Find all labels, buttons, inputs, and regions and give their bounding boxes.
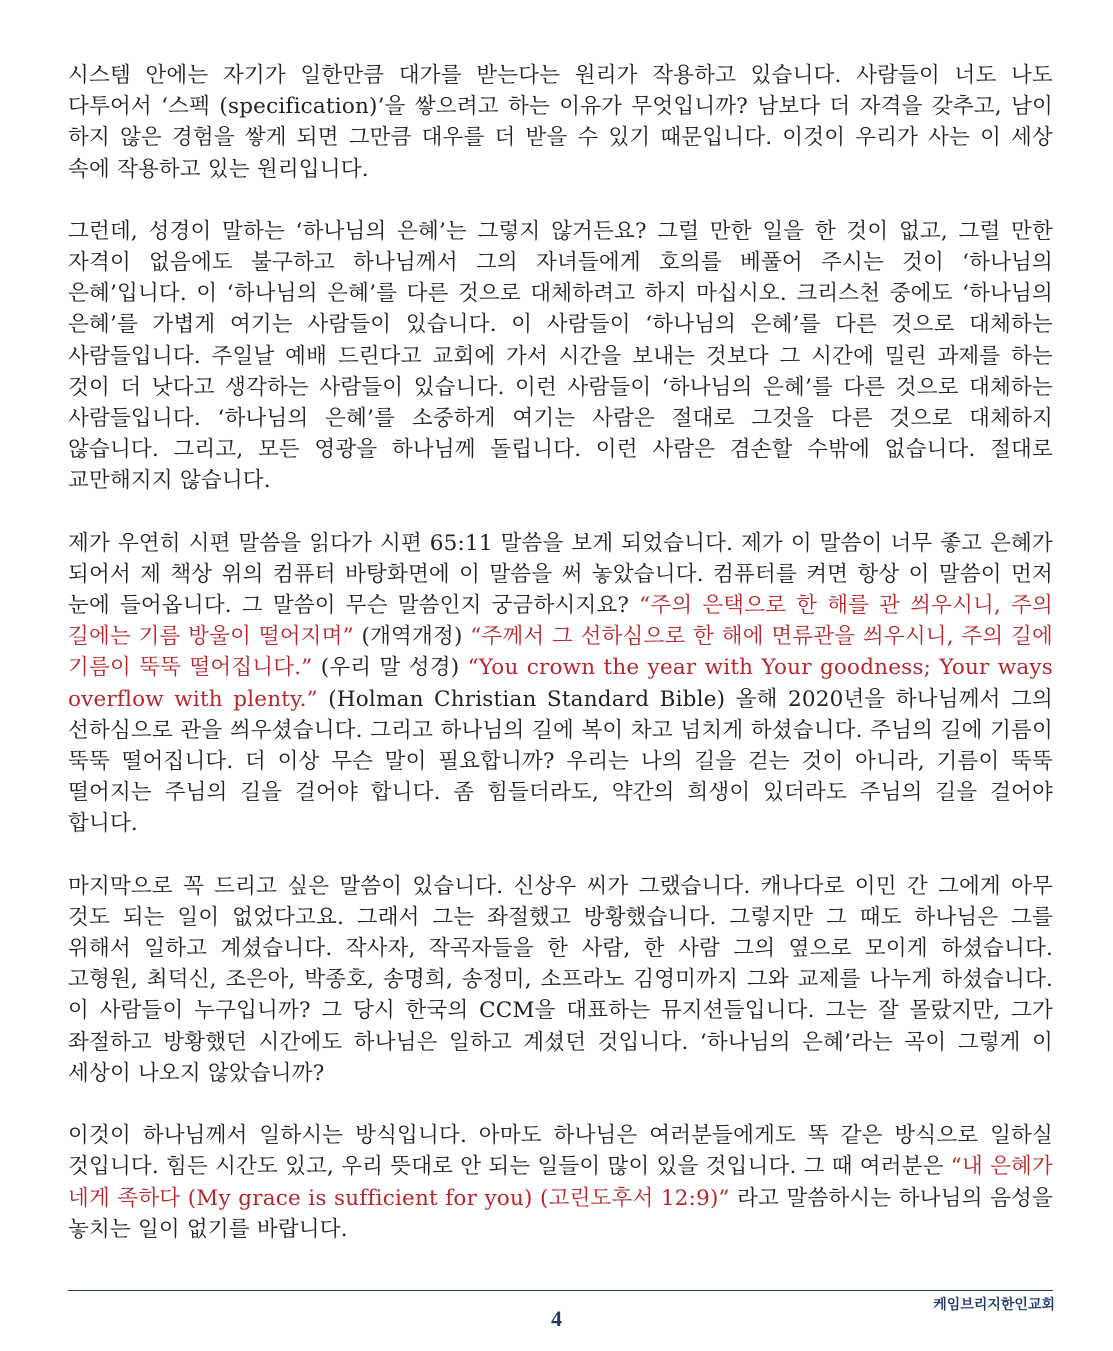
paragraph-1 [68,60,1053,185]
paragraph-5-continuation: 라고 말씀하시는 하나님의 음성을 놓치는 일이 없기를 바랍니다. [68,1185,1053,1242]
paragraph-2-text: 그런데, 성경이 말하는 ‘하나님의 은혜’는 그렇지 않거든요? 그럴 만한 일을 한 것이 없고, 그럴 만한 자격이 없음에도 불구하고 하나님께서 그의 자녀들에게 호의를 베풀어 주시는 것이 ‘하나님의 은혜’입니다. 이 ‘하나님의 은혜’를 다른 것으로 대체하려고 하지 마십시오. 크리스천 중에도 ‘하나님의 은혜’를 가볍게 여기는 사람들이 있습니다. 이 사람들이 ‘하나님의 은혜’를 다른 것으로 대체하는 사람들입니다. 주일날 예배 드린다고 교회에 가서 시간을 보내는 것보다 그 시간에 밀린 과제를 하는 것이 더 낫다고 생각하는 사람들이 있습니다. 이런 사람들이 ‘하나님의 은혜’를 다른 것으로 대체하는 사람들입니다. ‘하나님의 은혜’를 소중하게 여기는 사람은 절대로 그것을 다른 것으로 대체하지 않습니다. 그리고, 모든 영광을 하나님께 돌립니다. 이런 사람은 겸손할 수밖에 없습니다. 절대로 교만해지지 않습니다. [68,218,1053,494]
scripture-quote-korean-revised: “주의 은택으로 한 해를 관 씌우시니, 주의 길에는 기름 방울이 떨어지며” [68,593,1054,650]
page-number: 4 [551,1306,562,1331]
paragraph-4-text: 마지막으로 꼭 드리고 싶은 말씀이 있습니다. 신상우 씨가 그랬습니다. 캐나다로 이민 간 그에게 아무 것도 되는 일이 없었다고요. 그래서 그는 좌절했고 방황했습니다. 그렇지만 그 때도 하나님은 그를 위해서 일하고 계셨습니다. 작사자, 작곡자들을 한 사람, 한 사람 그의 옆으로 모이게 하셨습니다. 고형원, 최덕신, 조은아, 박종호, 송명희, 송정미, 소프라노 김영미까지 그와 교제를 나누게 하셨습니다. 이 사람들이 누구입니까? 그 당시 한국의 CCM을 대표하는 뮤지션들입니다. 그는 잘 몰랐지만, 그가 좌절하고 방황했던 시간에도 하나님은 일하고 계셨던 것입니다. ‘하나님의 은혜’라는 곡이 그렇게 이 세상이 나오지 않았습니까? [68,873,1053,1086]
paragraph-1-text: 시스템 안에는 자기가 일한만큼 대가를 받는다는 원리가 작용하고 있습니다. 사람들이 너도 나도 다투어서 ‘스펙 (specification)’을 쌓으려고 하는 이유가 무엇입니까? 남보다 더 자격을 갖추고, 남이 하지 않은 경험을 쌓게 되면 그만큼 대우를 더 받을 수 있기 때문입니다. 이것이 우리가 사는 이 세상 속에 작용하고 있는 원리입니다. [68,63,1053,182]
footer-divider [68,1290,1053,1291]
translation-label: (개역개정) [353,624,471,650]
paragraph-5-text: 이것이 하나님께서 일하시는 방식입니다. 아마도 하나님은 여러분들에게도 똑 같은 방식으로 일하실 것입니다. 힘든 시간도 있고, 우리 뜻대로 안 되는 일들이 많이 있을 것입니다. 그 때 여러분은 [68,1123,1053,1180]
paragraph-2 [68,216,1053,497]
paragraph-3-text: 제가 우연히 시편 말씀을 읽다가 시편 65:11 말씀을 보게 되었습니다. 제가 이 말씀이 너무 좋고 은혜가 되어서 제 책상 위의 컴퓨터 바탕화면에 이 말씀을 써 놓았습니다. 컴퓨터를 켜면 항상 이 말씀이 먼저 눈에 들어옵니다. 그 말씀이 무슨 말씀인지 궁금하시지요? [68,530,1053,619]
translation-label: (우리 말 성경) [312,655,468,681]
scripture-quote-woori-bible: “주께서 그 선하심으로 한 해에 면류관을 씌우시니, 주의 길에 기름이 뚝뚝 떨어집니다.” [68,624,1053,681]
paragraph-3-continuation: (Holman Christian Standard Bible) 올해 2020년을 하나님께서 그의 선하심으로 관을 씌우셨습니다. 그리고 하나님의 길에 복이 차고 넘치게 하셨습니다. 주님의 길에 기름이 뚝뚝 떨어집니다. 더 이상 무슨 말이 필요합니까? 우리는 나의 길을 걷는 것이 아니라, 기름이 뚝뚝 떨어지는 주님의 길을 걸어야 합니다. 좀 힘들더라도, 약간의 희생이 있더라도 주님의 길을 걸어야 합니다. [68,686,1053,837]
paragraph-5 [68,1120,1053,1245]
scripture-quote-english: “You crown the year with Your goodness; Your ways overflow with plenty.” [68,655,1053,712]
paragraph-3 [68,528,1053,840]
paragraph-4 [68,871,1053,1089]
church-name: 케임브리지한인교회 [933,1297,1055,1313]
body-text [68,60,1053,1276]
scripture-quote-corinthians: “내 은혜가 네게 족하다 (My grace is sufficient for you) (고린도후서 12:9)” [68,1154,1053,1211]
